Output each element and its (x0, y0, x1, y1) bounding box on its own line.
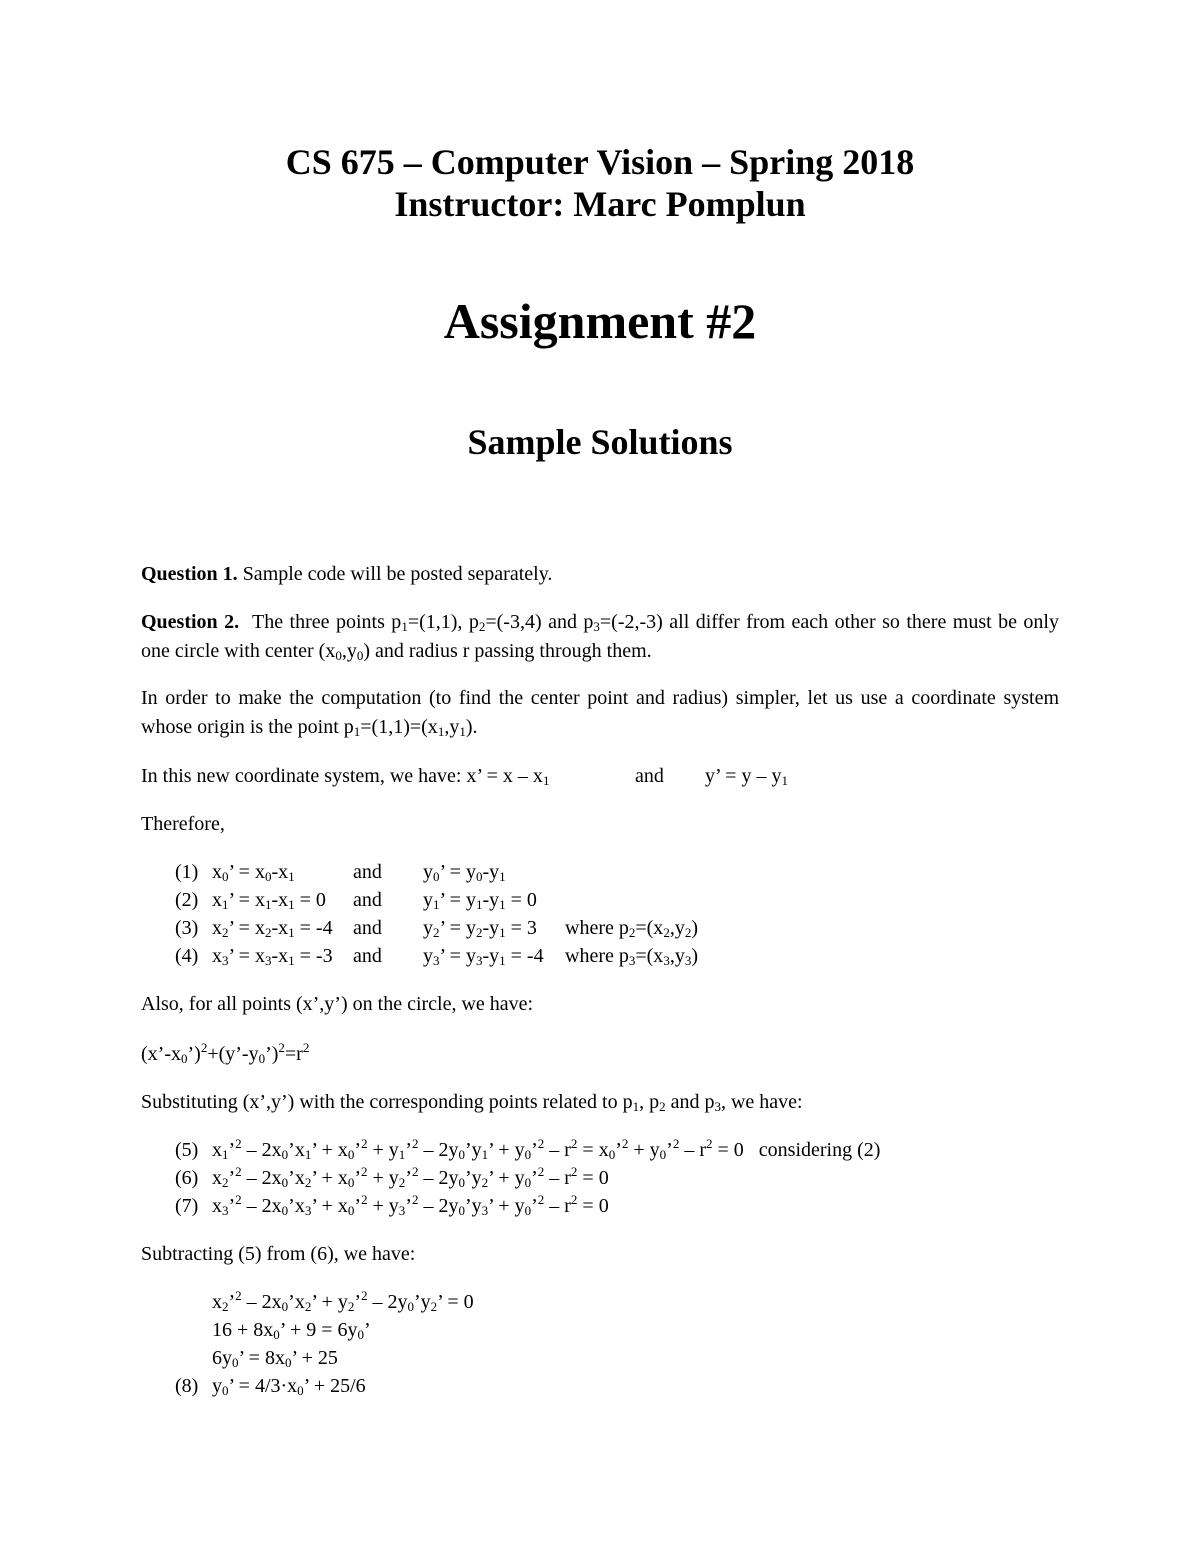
therefore-text: Therefore, (141, 813, 225, 835)
substituting-text: Substituting (x’,y’) with the corresponding points related to $p_1$, $p_2$ and $p_3$, we have: (141, 1091, 803, 1114)
assignment-title: Assignment #2 (443, 293, 757, 349)
circle-equation: $(x’-x_0’)^2+(y’-y_0’)^2=r^2$ (141, 1040, 310, 1066)
paragraph-coordinate-system: In order to make the computation (to find the center point and radius) simpler, let us use a coordinate system whose origin is the point $p_1=(1,1)=(x_1,y_1)$. (141, 687, 1059, 739)
question-2: Question 2. The three points $p_1=(1,1)$, $p_2=(-3,4)$ and $p_3=(-2,-3)$ all differ from each other so there must be only one circle with center $(x_0,y_0)$ and radius r passing through them. (141, 611, 1059, 663)
course-heading: CS 675 – Computer Vision – Spring 2018 (285, 142, 915, 182)
question-1-label: Question 1. (141, 563, 238, 585)
instructor-heading: Instructor: Marc Pomplun (394, 184, 806, 224)
also-text: Also, for all points (x’,y’) on the circle, we have: (141, 993, 534, 1015)
document-page: CS 675 – Computer Vision – Spring 2018 Instructor: Marc Pomplun Assignment #2 Sample Solutions Question 1. Sample code will be posted separately. Question 2. The three points $p_1=(1,1)$, $p_2=(-3,4)$ and $p_3=(-2,-3)$ all differ from each other so there must be only one circle with center $(x_0,y_0)$ and radius r passing through them. In order to make the computation (to find the center point and radius) simpler, let us use a coordinate system whose origin is the point $p_1=(1,1)=(x_1,y_1)$. In this new coordinate system, we have: x’ = x – $x_1$ and y’ = y – $y_1$ Therefore, (1) $x_0$’ = $x_0-x_1$ and $y_0$’ = $y_0-y_1$ (2) $x_1$’ = $x_1-x_1 = 0$ and $y_1$’ = $y_1-y_1 = 0$ (3) $x_2$’ = $x_2-x_1 = -4$ and $y_2$’ = $y_2-y_1 = 3$ where $p_2=(x_2,y_2)$ (4) $x_3$’ = $x_3-x_1 = -3$ and $y_3$’ = $y_3-y_1 = -4$ where $p_3=(x_3,y_3)$ Also, for all points (x’,y’) on the circle, we have: $(x’-x_0’)^2+(y’-y_0’)^2=r^2$ Substituting (x’,y’) with the corresponding points related to $p_1$, $p_2$ and $p_3$, we have: (5) $x_1’^2$ – $2x_0’x_1$’ + $x_0’^2$ + $y_1’^2$ – $2y_0’y_1$’ + $y_0’^2 - r^2$ = $x_0’^2$ + $y_0’^2 - r^2 = 0$ considering (2) (6) $x_2’^2$ – $2x_0’x_2$’ + $x_0’^2$ + $y_2’^2$ – $2y_0’y_2$’ + $y_0’^2 - r^2 = 0$ (7) $x_3’^2$ – $2x_0’x_3$’ + $x_0’^2$ + $y_3’^2$ – $2y_0’y_3$’ + $y_0’^2 - r^2 = 0$ Subtracting (5) from (6), we have: $x_2’^2$ – $2x_0’x_2$’ + $y_2’^2$ – $2y_0’y_2$’ = 0 $16 + 8x_0$’ + $9 = 6y_0$’ $6y_0$’ = $8x_0$’ + 25 (8) $y_0$’ = $4/3\cdot x_0$’ + 25/6 (0, 0, 1200, 1553)
subtracting-text: Subtracting (5) from (6), we have: (141, 1243, 416, 1265)
question-2-label: Question 2. (141, 611, 240, 633)
subtitle: Sample Solutions (467, 422, 733, 462)
question-1: Question 1. Sample code will be posted separately. (141, 563, 553, 585)
